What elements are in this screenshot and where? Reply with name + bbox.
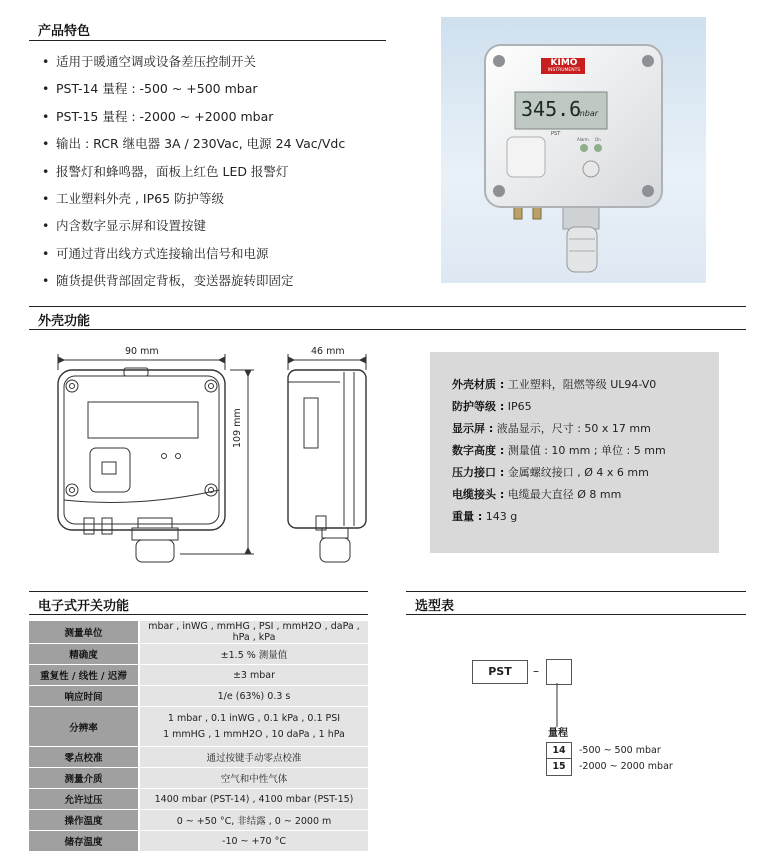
param-key: 操作温度	[29, 810, 139, 831]
spec-label: 显示屏 :	[452, 422, 494, 435]
selection-title: 选型表	[415, 599, 455, 614]
housing-specs-box	[430, 352, 719, 553]
feature-item: • 报警灯和蜂鸣器，面板上红色 LED 报警灯	[42, 162, 345, 189]
indicator-label-alarm: Alarm	[577, 137, 589, 142]
table-row	[29, 747, 368, 768]
housing-rule-top	[29, 306, 746, 307]
spec-label: 防护等级 :	[452, 400, 505, 413]
spec-value: 工业塑料，阻燃等级 UL94-V0	[507, 378, 657, 391]
features-list	[42, 52, 345, 299]
spec-row	[452, 442, 666, 458]
table-row	[29, 621, 368, 644]
spec-value: 143 g	[485, 510, 518, 523]
table-row	[29, 644, 368, 665]
electronic-rule-bottom	[29, 614, 368, 615]
table-row	[29, 789, 368, 810]
feature-item: • 输出 : RCR 继电器 3A / 230Vac, 电源 24 Vac/Vdc	[42, 134, 345, 161]
param-key: 重复性 / 线性 / 迟滞	[29, 665, 139, 686]
dim-height-label: 109 mm	[232, 408, 243, 448]
spec-value: 金属螺纹接口 , Ø 4 x 6 mm	[507, 466, 649, 479]
param-value: 空气和中性气体	[139, 768, 368, 789]
param-key: 零点校准	[29, 747, 139, 768]
param-value: -10 ~ +70 °C	[139, 831, 368, 852]
param-key: 分辨率	[29, 707, 139, 747]
model-dash: –	[533, 664, 539, 678]
brand-subtitle: INSTRUMENTS	[547, 68, 581, 73]
range-option-code-box	[546, 758, 572, 776]
spec-value: 电缆最大直径 Ø 8 mm	[507, 488, 622, 501]
param-key: 允许过压	[29, 789, 139, 810]
param-value-line: 1 mbar , 0.1 inWG , 0.1 kPa , 0.1 PSI	[167, 712, 341, 724]
param-value: mbar , inWG , mmHG , PSI , mmH2O , daPa , hPa , kPa	[139, 621, 368, 644]
table-row	[29, 686, 368, 707]
dim-width-label: 90 mm	[125, 346, 159, 357]
param-key: 储存温度	[29, 831, 139, 852]
table-row	[29, 768, 368, 789]
display-value: 345.6	[521, 97, 582, 121]
pressure-switch-illustration	[441, 17, 706, 283]
spec-label: 压力接口 :	[452, 466, 505, 479]
table-row	[29, 707, 368, 747]
spec-value: IP65	[507, 400, 532, 413]
table-row	[29, 665, 368, 686]
spec-row	[452, 398, 532, 414]
model-prefix: PST	[488, 665, 512, 678]
param-key: 响应时间	[29, 686, 139, 707]
spec-label: 重量 :	[452, 510, 483, 523]
housing-title: 外壳功能	[38, 314, 91, 329]
param-value: 1/e (63%) 0.3 s	[139, 686, 368, 707]
indicator-label-on: On	[595, 137, 601, 142]
param-key: 精确度	[29, 644, 139, 665]
table-row	[29, 831, 368, 852]
dim-depth-label: 46 mm	[311, 346, 345, 357]
param-value: ±1.5 % 测量值	[139, 644, 368, 665]
spec-label: 电缆接头 :	[452, 488, 505, 501]
spec-row	[452, 508, 517, 524]
front-view-drawing	[40, 340, 260, 570]
range-label: 量程	[548, 728, 568, 739]
model-label: PST	[551, 131, 561, 137]
electronic-rule-top	[29, 591, 368, 592]
range-option-desc: -2000 ~ 2000 mbar	[579, 761, 673, 772]
electronic-params-table	[29, 620, 368, 852]
side-view-drawing	[280, 340, 390, 570]
spec-value: 液晶显示，尺寸 : 50 x 17 mm	[496, 422, 651, 435]
feature-item: • 适用于暖通空调或设备差压控制开关	[42, 52, 345, 79]
housing-rule-bottom	[29, 329, 746, 330]
table-row	[29, 810, 368, 831]
spec-value: 测量值 : 10 mm ; 单位 : 5 mm	[507, 444, 666, 457]
range-connector-line	[550, 683, 560, 729]
product-photo	[441, 17, 706, 283]
param-value: ±3 mbar	[139, 665, 368, 686]
feature-item: • PST-15 量程 : -2000 ~ +2000 mbar	[42, 107, 345, 134]
spec-label: 数字高度 :	[452, 444, 505, 457]
spec-row	[452, 376, 656, 392]
selection-rule-top	[406, 591, 746, 592]
range-option-desc: -500 ~ 500 mbar	[579, 745, 661, 756]
range-option-code: 15	[552, 761, 566, 772]
spec-row	[452, 464, 649, 480]
param-value: 0 ~ +50 °C, 非结露 , 0 ~ 2000 m	[139, 810, 368, 831]
model-prefix-box	[472, 660, 528, 684]
features-rule	[29, 40, 386, 41]
display-unit: mbar	[577, 109, 599, 118]
feature-item: • 工业塑料外壳 , IP65 防护等级	[42, 189, 345, 216]
spec-row	[452, 486, 621, 502]
param-value	[139, 707, 368, 747]
features-title: 产品特色	[38, 24, 91, 39]
param-key: 测量单位	[29, 621, 139, 644]
param-key: 测量介质	[29, 768, 139, 789]
spec-row	[452, 420, 651, 436]
param-value: 通过按键手动零点校准	[139, 747, 368, 768]
param-value: 1400 mbar (PST-14) , 4100 mbar (PST-15)	[139, 789, 368, 810]
feature-item: • 内含数字显示屏和设置按键	[42, 216, 345, 243]
spec-label: 外壳材质 :	[452, 378, 505, 391]
brand-logo: KIMO	[550, 58, 578, 68]
feature-item: • PST-14 量程 : -500 ~ +500 mbar	[42, 79, 345, 106]
electronic-title: 电子式开关功能	[38, 599, 130, 614]
feature-item: • 随货提供背部固定背板，变送器旋转即固定	[42, 271, 345, 298]
param-value-line: 1 mmHG , 1 mmH2O , 10 daPa , 1 hPa	[163, 728, 345, 740]
range-code-box	[546, 659, 572, 685]
range-option-code: 14	[552, 745, 566, 756]
selection-rule-bottom	[406, 614, 746, 615]
feature-item: • 可通过背出线方式连接输出信号和电源	[42, 244, 345, 271]
